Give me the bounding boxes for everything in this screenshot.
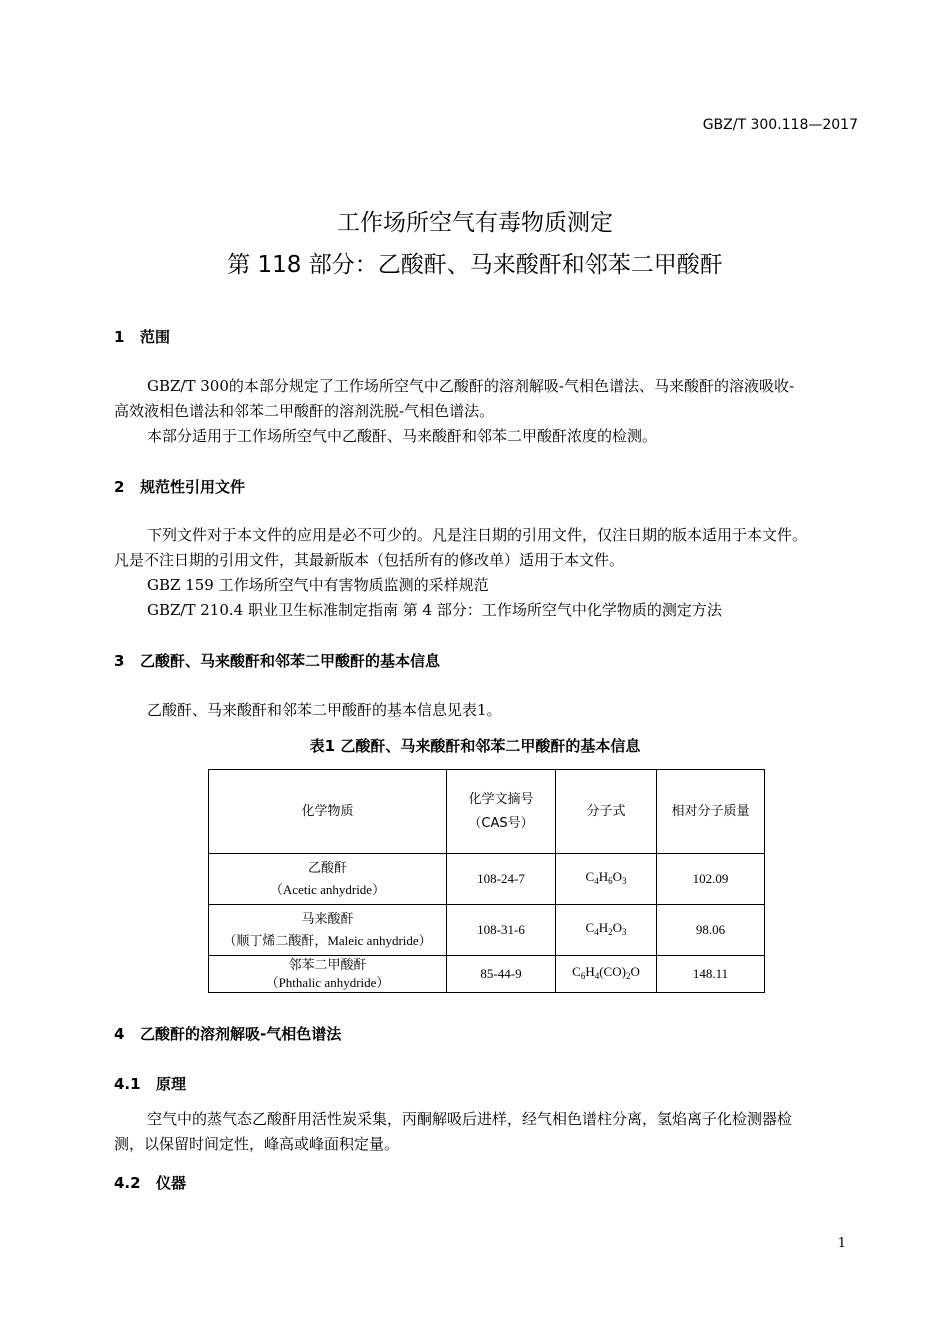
formula-text: $C_4H_2O_3$ (585, 920, 627, 937)
section-title: 乙酸酐、马来酸酐和邻苯二甲酸酐的基本信息 (140, 652, 441, 670)
substance-name-cn: 邻苯二甲酸酐 (288, 957, 367, 972)
page-number: 1 (837, 1236, 846, 1251)
reference-item: GBZ/T 210.4 职业卫生标准制定指南 第 4 部分：工作场所空气中化学物质的测定方法 (147, 601, 722, 619)
table-caption: 表1 乙酸酐、马来酸酐和邻苯二甲酸酐的基本信息 (309, 737, 641, 755)
formula-text: $C_6H_4(CO)_2O$ (572, 964, 640, 981)
table-row (209, 956, 765, 993)
section-title: 乙酸酐的溶剂解吸-气相色谱法 (140, 1025, 342, 1043)
section-1-heading (114, 326, 170, 347)
substance-name-en: （顺丁烯二酸酐，Maleic anhydride） (223, 933, 432, 948)
section-title: 规范性引用文件 (140, 478, 246, 496)
mass-cell: 102.09 (657, 854, 765, 905)
formula-text: $C_4H_6O_3$ (585, 869, 627, 886)
header-substance: 化学物质 (209, 770, 447, 854)
substance-name-en: （Acetic anhydride） (269, 882, 386, 897)
document-number: GBZ/T 300.118—2017 (702, 117, 858, 133)
paragraph: 测，以保留时间定性，峰高或峰面积定量。 (114, 1135, 400, 1153)
table-header-row (209, 770, 765, 854)
paragraph: 本部分适用于工作场所空气中乙酸酐、马来酸酐和邻苯二甲酸酐浓度的检测。 (147, 427, 658, 445)
reference-item: GBZ 159 工作场所空气中有害物质监测的采样规范 (147, 576, 489, 594)
substance-cell (209, 905, 447, 956)
paragraph: 乙酸酐、马来酸酐和邻苯二甲酸酐的基本信息见表1。 (147, 701, 502, 719)
header-formula: 分子式 (556, 770, 657, 854)
basic-info-table (208, 769, 765, 993)
subsection-title: 仪器 (156, 1174, 187, 1192)
table-row (209, 854, 765, 905)
paragraph: 下列文件对于本文件的应用是必不可少的。凡是注日期的引用文件，仅注日期的版本适用于本文件。 (147, 526, 808, 544)
paragraph: 空气中的蒸气态乙酸酐用活性炭采集，丙酮解吸后进样，经气相色谱柱分离，氢焰离子化检测器检 (147, 1110, 793, 1128)
formula-cell (556, 854, 657, 905)
substance-cell (209, 956, 447, 993)
header-cas-line2: （CAS号） (468, 815, 534, 831)
subsection-4-2-heading (114, 1172, 186, 1193)
paragraph: 高效液相色谱法和邻苯二甲酸酐的溶剂洗脱-气相色谱法。 (114, 402, 495, 420)
substance-cell (209, 854, 447, 905)
section-3-heading (114, 650, 440, 671)
section-2-heading (114, 476, 245, 497)
table-row (209, 905, 765, 956)
document-title-line2: 第 118 部分：乙酸酐、马来酸酐和邻苯二甲酸酐 (227, 252, 723, 278)
substance-name-en: （Phthalic anhydride） (265, 975, 390, 990)
subsection-title: 原理 (156, 1075, 187, 1093)
formula-cell (556, 905, 657, 956)
cas-cell: 108-31-6 (447, 905, 556, 956)
section-title: 范围 (140, 328, 171, 346)
formula-cell (556, 956, 657, 993)
section-number: 3 (114, 652, 125, 670)
section-number: 2 (114, 478, 125, 496)
subsection-number: 4.2 (114, 1174, 141, 1192)
paragraph: GBZ/T 300的本部分规定了工作场所空气中乙酸酐的溶剂解吸-气相色谱法、马来酸酐的溶液吸收- (147, 377, 795, 395)
mass-cell: 98.06 (657, 905, 765, 956)
paragraph: 凡是不注日期的引用文件，其最新版本（包括所有的修改单）适用于本文件。 (114, 551, 625, 569)
cas-cell: 108-24-7 (447, 854, 556, 905)
section-4-heading (114, 1023, 341, 1044)
substance-name-cn: 马来酸酐 (301, 911, 354, 926)
header-cas (447, 770, 556, 854)
section-number: 1 (114, 328, 125, 346)
document-title-line1: 工作场所空气有毒物质测定 (337, 210, 613, 236)
cas-cell: 85-44-9 (447, 956, 556, 993)
subsection-4-1-heading (114, 1073, 186, 1094)
header-mass: 相对分子质量 (657, 770, 765, 854)
mass-cell: 148.11 (657, 956, 765, 993)
subsection-number: 4.1 (114, 1075, 141, 1093)
header-cas-line1: 化学文摘号 (468, 791, 534, 807)
section-number: 4 (114, 1025, 125, 1043)
substance-name-cn: 乙酸酐 (307, 860, 347, 875)
